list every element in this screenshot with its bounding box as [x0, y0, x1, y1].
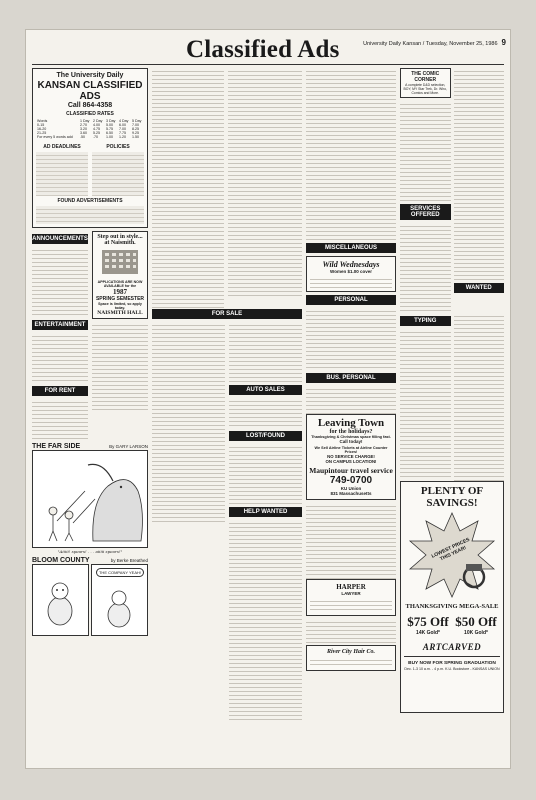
- comic-corner-title: THE COMIC CORNER: [411, 71, 440, 83]
- lost-found-text: [229, 444, 302, 504]
- far-side-author: By GARY LARSON: [109, 444, 148, 449]
- for-sale-text-left: [152, 322, 225, 522]
- naismith-building-icon: [96, 246, 144, 276]
- paper-dateline: University Daily Kansan / Tuesday, November 25, 1986: [363, 41, 498, 47]
- deadlines-text: [36, 152, 88, 196]
- rate-cell: 4 Day: [119, 119, 129, 123]
- column-4-text-low: [306, 619, 396, 645]
- column-4-text-top: [306, 68, 396, 240]
- section-lost-found: LOST/FOUND: [229, 431, 302, 441]
- section-for-sale: FOR SALE: [152, 309, 302, 319]
- maupintour-line5: We Sell Airline Tickets at Airline Counter Prices!: [314, 446, 388, 454]
- wild-wednesdays-sub: Women $1.00 cover: [330, 269, 372, 274]
- rates-heading: CLASSIFIED RATES: [66, 111, 114, 117]
- column-2-text-top: [152, 68, 224, 308]
- maupintour-line1: Leaving Town: [317, 417, 385, 429]
- rate-cell: For every 5 words add: [37, 135, 73, 139]
- harper-role: LAWYER: [341, 591, 361, 596]
- help-wanted-text: [229, 520, 302, 720]
- section-auto-sales: AUTO SALES: [229, 385, 302, 395]
- services-text: [400, 223, 451, 313]
- page-number: 9: [501, 38, 506, 47]
- column-5a-text: [400, 101, 451, 201]
- wild-wednesdays-ad: [306, 256, 396, 292]
- section-services-offered: SERVICES OFFERED: [400, 204, 451, 220]
- kansan-title: KANSAN CLASSIFIED ADS: [37, 80, 143, 102]
- artcarved-bottom: BUY NOW FOR SPRING GRADUATION: [408, 661, 496, 666]
- column-3-text-top: [228, 68, 302, 298]
- maupintour-line4: Call today!: [339, 439, 363, 444]
- bloom-panel-2: [91, 564, 148, 636]
- maupintour-line3: Thanksgiving & Christmas space filling fast.: [311, 435, 391, 439]
- rate-cell: 16-20: [37, 127, 47, 131]
- found-heading: FOUND ADVERTISEMENTS: [57, 198, 123, 204]
- artcarved-rule: [404, 656, 500, 657]
- header-rule: [32, 64, 504, 65]
- section-for-rent: FOR RENT: [32, 386, 88, 396]
- rate-cell: 6.00: [119, 123, 126, 127]
- section-bus-personal: BUS. PERSONAL: [306, 373, 396, 383]
- bus-personal-text: [306, 386, 396, 414]
- artcarved-brand: ARTCARVED: [422, 642, 482, 652]
- kansan-top: The University Daily: [56, 72, 124, 79]
- rate-cell: 3.20: [80, 127, 88, 131]
- bloom-panel-1-drawing-icon: [33, 565, 87, 633]
- rate-cell: 3.60: [80, 131, 88, 135]
- rate-cell: 6.50: [106, 131, 114, 135]
- maupintour-address: 831 Massachusetts: [330, 491, 372, 496]
- bloom-author: by Berke Breathed: [110, 558, 148, 563]
- harper-ad: [306, 579, 396, 616]
- auto-sales-text: [229, 398, 302, 428]
- starburst-text: LOWEST PRICES THIS YEAR!: [430, 536, 471, 563]
- wild-wednesdays-title: Wild Wednesdays: [322, 260, 380, 269]
- rate-cell: 2.70: [80, 123, 88, 127]
- rate-cell: 8.25: [131, 127, 139, 131]
- maupintour-line6: NO SERVICE CHARGE!: [327, 454, 375, 459]
- rate-cell: 4.75: [93, 127, 101, 131]
- bloom-panel-1: [32, 564, 89, 636]
- offer-1-sub: 14K Gold*: [416, 630, 440, 636]
- rate-cell: 7.00: [119, 127, 126, 131]
- naismith-line1: Step out in style...: [97, 234, 143, 240]
- rate-cell: 2 Day: [93, 119, 103, 123]
- river-city-ad: [306, 645, 396, 671]
- river-city-name: River City Hair Co.: [327, 649, 375, 655]
- for-sale-text-right: [229, 322, 302, 382]
- rate-cell: 5.00: [106, 123, 114, 127]
- column-4: [306, 68, 396, 762]
- column-5b-text: [454, 68, 505, 280]
- artcarved-dates: Dec. 1-3 10 a.m. - 4 p.m. K.U. Bookstore - KANSAS UNION: [404, 667, 500, 671]
- page-runner: [326, 38, 506, 47]
- offer-2: $50 Off: [455, 614, 497, 629]
- far-side-comic: [32, 443, 148, 554]
- river-city-text: [310, 657, 392, 667]
- rate-cell: .70: [93, 135, 99, 139]
- far-side-panel: [32, 450, 148, 548]
- rate-cell: 5 Day: [131, 119, 142, 123]
- comic-corner-ad: [400, 68, 451, 98]
- bloom-county-comic: [32, 557, 148, 636]
- artcarved-ad: [400, 481, 504, 713]
- harper-text: [310, 598, 392, 612]
- rate-cell: 1.50: [131, 135, 139, 139]
- maupintour-line2: for the holidays?: [329, 429, 373, 435]
- section-announcements: ANNOUNCEMENTS: [32, 236, 88, 242]
- table-row: [36, 135, 144, 139]
- middle-block: [152, 306, 302, 762]
- naismith-line6: Space is limited, so apply today.: [98, 302, 142, 310]
- for-rent-text: [32, 399, 88, 439]
- naismith-line7: NAISMITH HALL: [97, 310, 143, 316]
- far-side-title: THE FAR SIDE: [32, 443, 81, 450]
- savings-title: PLENTY OF SAVINGS!: [420, 485, 484, 509]
- maupintour-location: KU Union: [340, 486, 362, 491]
- offer-1: $75 Off: [407, 614, 449, 629]
- rate-cell: 5.25: [93, 131, 101, 135]
- maupintour-brand: Maupintour travel service: [309, 466, 393, 475]
- column-1: [32, 68, 148, 762]
- column-4-text-mid: [306, 503, 396, 579]
- offer-2-sub: 10K Gold*: [464, 630, 488, 636]
- rate-cell: Words: [37, 119, 48, 123]
- rate-cell: 0-15: [37, 123, 45, 127]
- policies-text: [92, 152, 144, 196]
- deadlines-heading: AD DEADLINES: [43, 144, 81, 150]
- rates-table: [36, 119, 144, 139]
- wanted-text: [454, 313, 505, 481]
- naismith-side-text: [92, 322, 148, 410]
- naismith-line4: 1987: [113, 288, 127, 296]
- kansan-call: Call 864-4358: [67, 102, 113, 109]
- rate-cell: 5.75: [106, 127, 114, 131]
- column-5: [400, 68, 504, 762]
- comic-corner-text: A complete D&D selection, BOY, MY Star Trek, Dr. Who, Comics and More.: [403, 83, 447, 95]
- kansan-classified-box: [32, 68, 148, 228]
- naismith-ad: [92, 231, 148, 319]
- rate-cell: 9.25: [131, 131, 139, 135]
- section-miscellaneous: MISCELLANEOUS: [306, 243, 396, 253]
- savings-art: [404, 509, 500, 601]
- bloom-bubble: THE COMPANY YEAH!: [96, 568, 144, 577]
- naismith-line5: SPRING SEMESTER: [95, 296, 145, 302]
- rate-cell: 7.00: [131, 123, 139, 127]
- naismith-line3: APPLICATIONS ARE NOW AVAILABLE for the: [97, 280, 143, 288]
- rate-cell: 1.20: [119, 135, 126, 139]
- section-personal: PERSONAL: [306, 295, 396, 305]
- policies-heading: POLICIES: [106, 144, 130, 150]
- section-wanted: WANTED: [454, 283, 505, 293]
- rate-cell: .50: [80, 135, 86, 139]
- announcements-text: [32, 247, 88, 317]
- found-text: [36, 206, 144, 224]
- rate-cell: 7.75: [119, 131, 126, 135]
- personal-text: [306, 308, 396, 370]
- wild-wednesdays-text: [310, 276, 392, 288]
- maupintour-ad: [306, 414, 396, 500]
- typing-text: [400, 329, 451, 479]
- far-side-drawing-icon: [33, 451, 147, 545]
- rate-cell: 4.00: [93, 123, 101, 127]
- section-typing: TYPING: [400, 316, 451, 326]
- page-title: Classified Ads: [186, 36, 340, 63]
- rate-cell: 3 Day: [106, 119, 116, 123]
- entertainment-text: [32, 333, 88, 383]
- maupintour-line7: ON CAMPUS LOCATION!: [325, 459, 377, 464]
- mega-sale: THANKSGIVING MEGA-SALE: [405, 603, 499, 610]
- rate-cell: 21-25: [37, 131, 47, 135]
- rate-cell: 1.00: [106, 135, 114, 139]
- section-entertainment: ENTERTAINMENT: [32, 320, 88, 330]
- maupintour-phone: 749-0700: [329, 475, 373, 486]
- bloom-title: BLOOM COUNTY: [32, 557, 90, 564]
- rate-cell: 1 Day: [80, 119, 90, 123]
- newspaper-page: [26, 30, 510, 768]
- section-help-wanted: HELP WANTED: [229, 507, 302, 517]
- far-side-caption: "Aiiiii! spears! . . . aiiiii spears!": [57, 549, 123, 554]
- naismith-line2: at Naismith.: [104, 240, 136, 246]
- harper-name: HARPER: [336, 583, 366, 591]
